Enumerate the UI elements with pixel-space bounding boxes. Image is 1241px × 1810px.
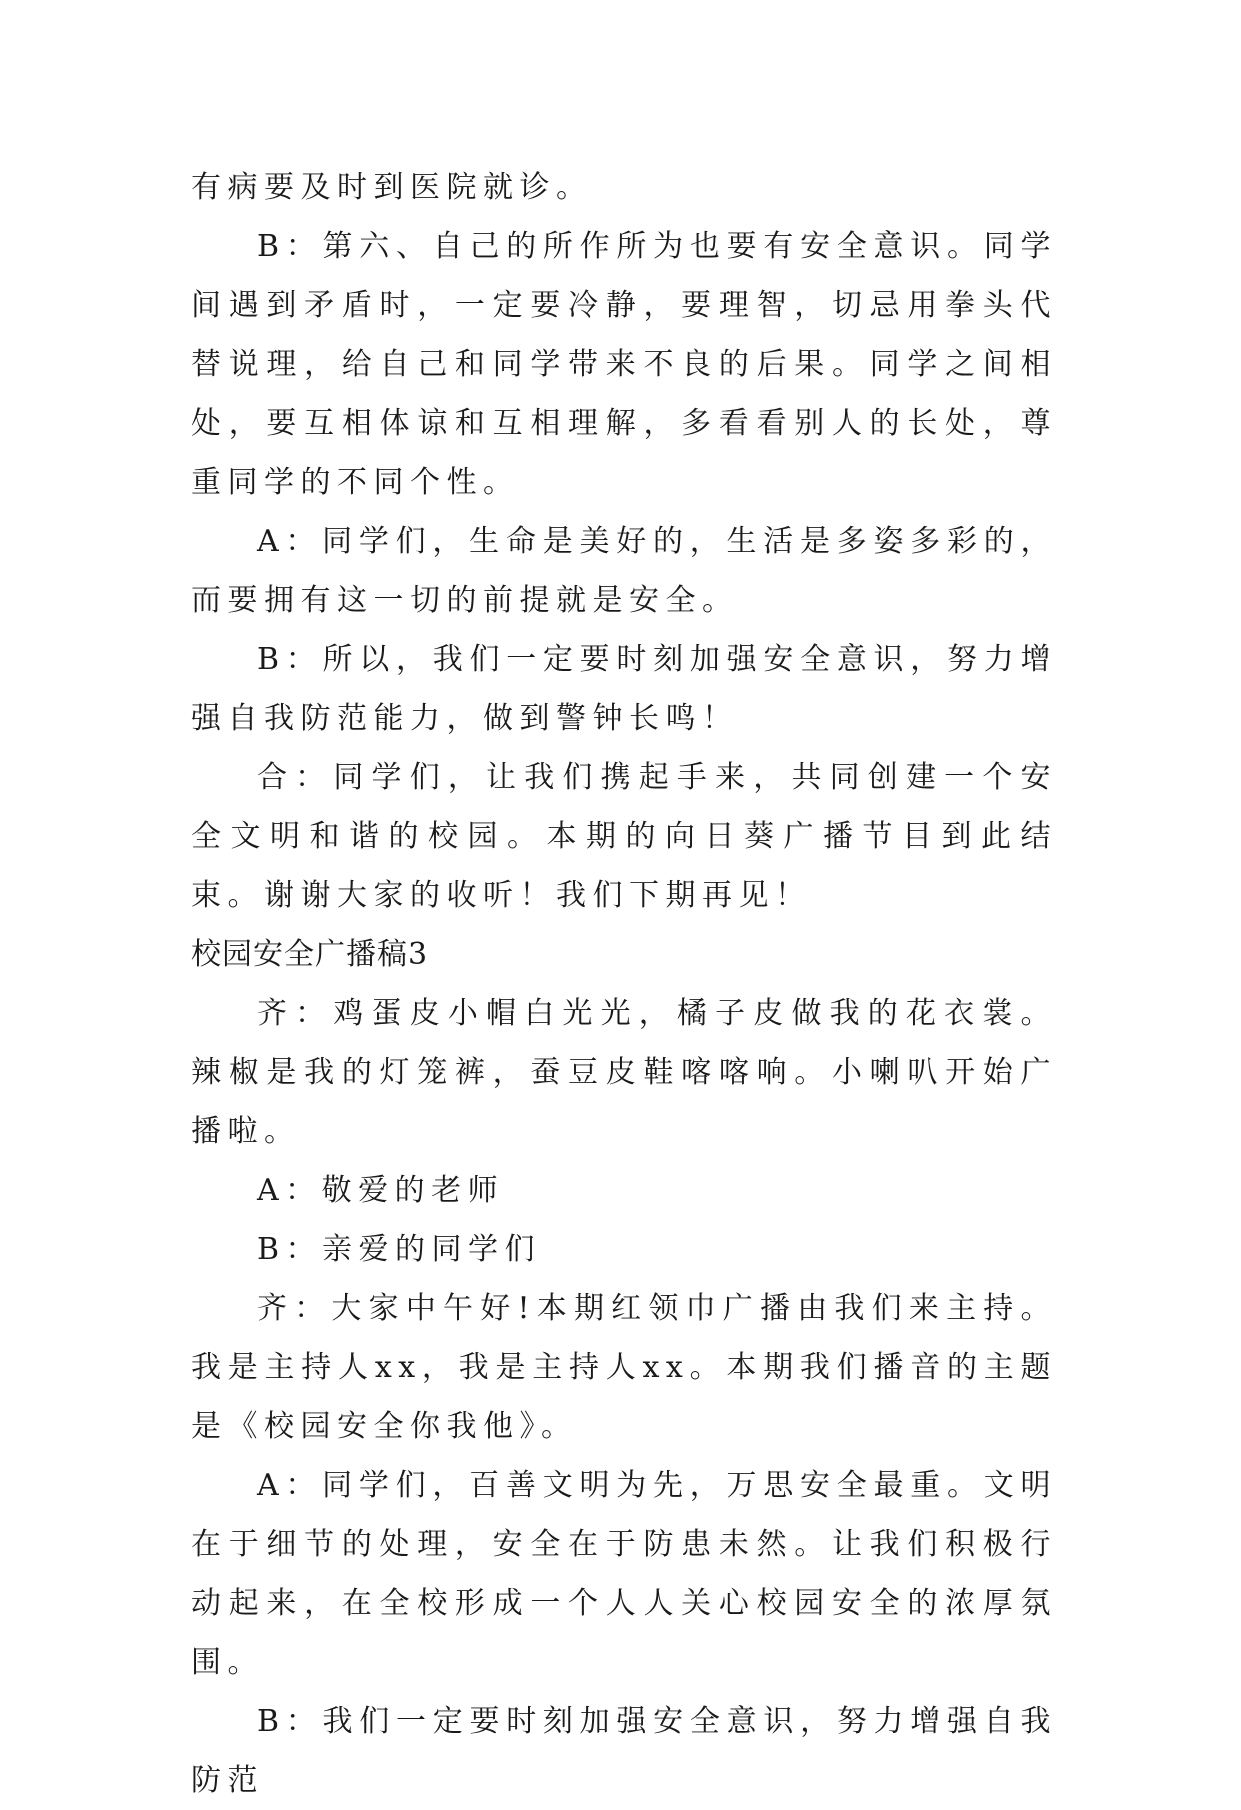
paragraph: B：我们一定要时刻加强安全意识，努力增强自我防范 <box>191 1704 1057 1798</box>
paragraph: 齐：大家中午好!本期红领巾广播由我们来主持。我是主持人xx，我是主持人xx。本期我们播音的主题是《校园安全你我他》。 <box>191 1291 1057 1444</box>
paragraph: 有病要及时到医院就诊。 <box>191 170 593 205</box>
paragraph: 齐：鸡蛋皮小帽白光光，橘子皮做我的花衣裳。辣椒是我的灯笼裤，蚕豆皮鞋喀喀响。小喇叭开始广播啦。 <box>191 996 1057 1149</box>
paragraph: A：同学们，生命是美好的，生活是多姿多彩的，而要拥有这一切的前提就是安全。 <box>191 524 1057 618</box>
document-body <box>191 158 1057 1810</box>
paragraph: A：同学们，百善文明为先，万思安全最重。文明在于细节的处理，安全在于防患未然。让我们积极行动起来，在全校形成一个人人关心校园安全的浓厚氛围。 <box>191 1468 1057 1680</box>
paragraph: 合：同学们，让我们携起手来，共同创建一个安全文明和谐的校园。本期的向日葵广播节目到此结束。谢谢大家的收听！我们下期再见！ <box>191 760 1057 913</box>
paragraph: A：敬爱的老师 <box>257 1173 505 1208</box>
section-heading: 校园安全广播稿3 <box>191 937 429 972</box>
paragraph: B：亲爱的同学们 <box>257 1232 542 1267</box>
paragraph: B：所以，我们一定要时刻加强安全意识，努力增强自我防范能力，做到警钟长鸣！ <box>191 642 1057 736</box>
paragraph: B：第六、自己的所作所为也要有安全意识。同学间遇到矛盾时，一定要冷静，要理智，切忌用拳头代替说理，给自己和同学带来不良的后果。同学之间相处，要互相体谅和互相理解，多看看别人的长处，尊重同学的不同个性。 <box>191 229 1057 500</box>
